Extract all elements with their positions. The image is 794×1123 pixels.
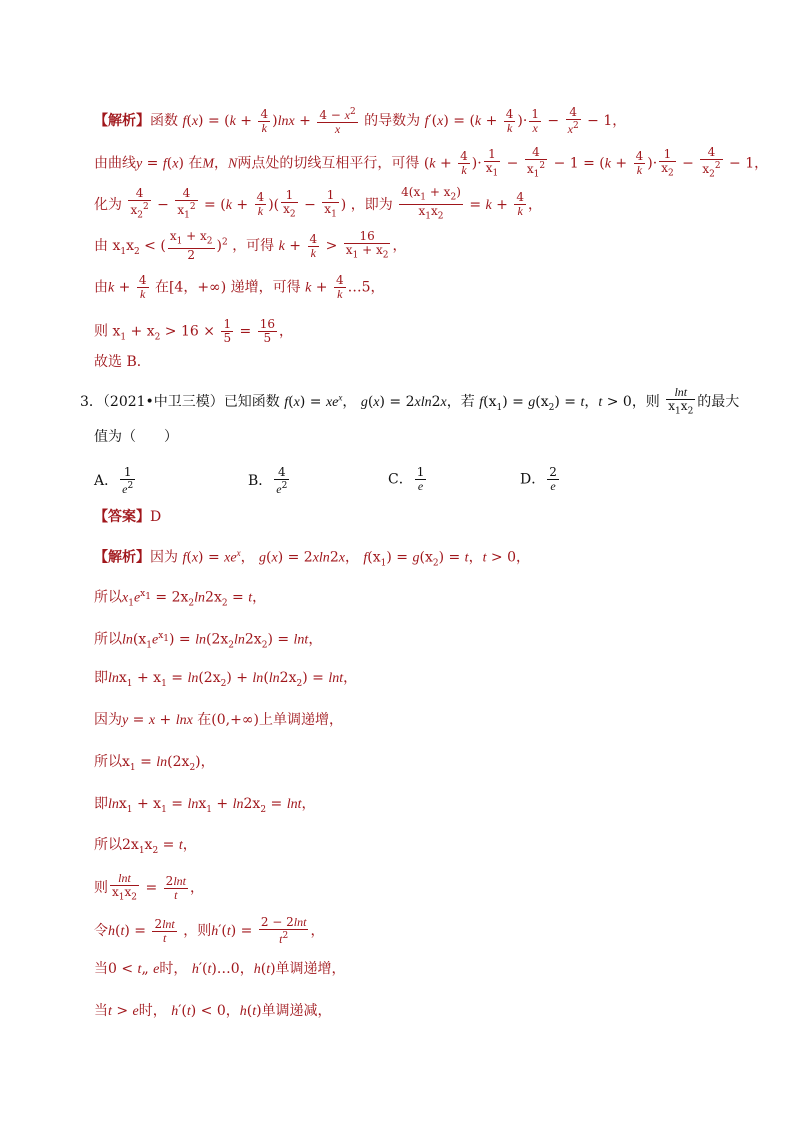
q3-sol-9: 则 $\frac{\ln t}{x_1x_2}$ = $\frac{2\ln t}{t}$ ，: [94, 871, 204, 903]
q2-analysis-line5: 由k + $\frac{4}{k}$ 在[4，+∞) 递增，可得 k + $\frac{4}{k}$ …5，: [94, 273, 385, 301]
answer-label: 【答案】: [94, 509, 150, 525]
q3-answer: [94, 508, 161, 526]
q3-sol-3: 所以$\ln(x_1e^{x_1}) = \ln(2x_2\ln 2x_2) = \ln t$，: [94, 631, 323, 651]
q2-analysis-line2: 由曲线y = f(x) 在M，N两点处的切线互相平行，可得 (k + $\frac{4}{k}$ )· $\frac{1}{x_1}$ − $\frac{4}{x_1^2}$ − 1 = (k + $\frac{4}{k}$ )· $\frac{1}{x_2}$ − $\frac{4}{x_2^2}$ − 1，: [94, 145, 769, 180]
q3-sol-8: 所以$2x_1x_2 = t$，: [94, 837, 197, 856]
q3-stem-cont: 值为（ ）: [94, 429, 178, 445]
choice-d[interactable]: D． $\frac{2}{e}$: [520, 465, 557, 493]
q3-sol-6: 所以$x_1 = \ln(2x_2)$，: [94, 754, 215, 773]
q3-sol-2: 所以$x_1e^{x_1} = 2x_2\ln 2x_2 = t$，: [94, 589, 267, 609]
q3-sol-4: 即$\ln x_1 + x_1 = \ln(2x_2) + \ln(\ln 2x_2) = \ln t$，: [94, 670, 358, 689]
q2-analysis-line4: 由 $x_1x_2$ < ( $\frac{x_1 + x_2}{2}$ )$^2$ ，可得 k + $\frac{4}{k}$ > $\frac{16}{x_1 + x_2}$ ，: [94, 229, 407, 263]
q3-sol-7: 即$\ln x_1 + x_1 = \ln x_1 + \ln 2x_2 = \ln t$，: [94, 796, 316, 815]
q2-analysis-line1: 【解析】函数 f(x) = (k + $\frac{4}{k}$ )lnx + $\frac{4 - x^2}{x}$ 的导数为 f′(x) = (k + $\frac{4}{k}$ )· $\frac{1}{x}$ − $\frac{4}{x^2}$ − 1，: [94, 105, 627, 136]
q3-stem: 3．（2021•中卫三模）已知函数 $f(x) = xe^x$， g(x) = 2xln2x，若 $f(x_1) = g(x_2) = t$，t > 0，则 $\frac{\ln t}{x_1x_2}$ 的最大: [80, 385, 740, 417]
q2-analysis-line6: 则 $x_1 + x_2 > 16$ × $\frac{1}{5}$ = $\frac{16}{5}$ ，: [94, 317, 293, 345]
q2-conclusion: 故选 B．: [94, 354, 151, 370]
q2-analysis-line3: 化为 $\frac{4}{x_2^2}$ − $\frac{4}{x_1^2}$ = (k + $\frac{4}{k}$ )( $\frac{1}{x_2}$ − $\frac{1}{x_1}$ ) ，即为 $\frac{4(x_1 + x_2)}{x_1x_2}$ = k + $\frac{4}{k}$ ，: [94, 185, 543, 222]
q3-sol-12: 当t > e时， h′(t) < 0，h(t)单调递减，: [94, 1003, 332, 1019]
q3-sol-11: 当0 < t„ e时， h′(t)…0，h(t)单调递增，: [94, 961, 346, 977]
choice-a[interactable]: A． $\frac{1}{e^2}$: [94, 465, 134, 496]
q3-sol-5: 因为y = x + lnx 在(0,+∞)上单调递增，: [94, 712, 343, 728]
answer-value: D: [150, 509, 162, 525]
analysis-label: 【解析】: [94, 113, 150, 129]
choice-b[interactable]: B． $\frac{4}{e^2}$: [248, 465, 288, 496]
q3-sol-1: 【解析】因为 $f(x) = xe^x$， g(x) = 2xln2x， $f(x_1) = g(x_2) = t$，t > 0，: [94, 548, 530, 569]
q3-sol-10: 令h(t) = $\frac{2\ln t}{t}$ ，则h′(t) = $\frac{2 - 2\ln t}{t^2}$ ，: [94, 915, 325, 946]
choice-c[interactable]: C． $\frac{1}{e}$: [388, 465, 425, 493]
